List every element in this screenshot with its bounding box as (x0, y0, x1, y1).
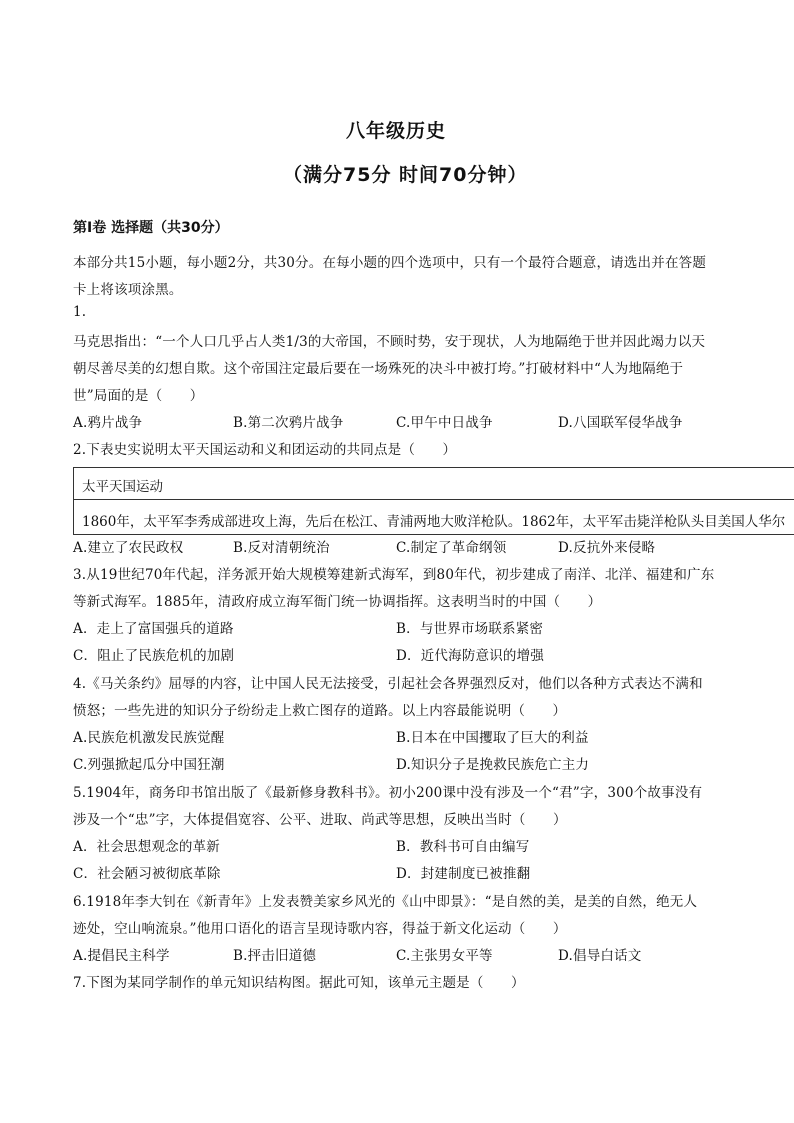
option-c[interactable]: C．阻止了民族危机的加剧 (73, 648, 235, 664)
question-text: 7.下图为某同学制作的单元知识结构图。据此可知，该单元主题是（ ） (73, 975, 525, 991)
question-text: 愤怒；一些先进的知识分子纷纷走上救亡图存的道路。以上内容最能说明（ ） (73, 703, 567, 719)
question-text: 4.《马关条约》屈辱的内容，让中国人民无法接受，引起社会各界强烈反对，他们以各种方式表达不满和 (73, 676, 703, 692)
question-text: 迹处，空山响流泉。”他用口语化的语言呈现诗歌内容，得益于新文化运动（ ） (73, 921, 567, 937)
option-b[interactable]: B.第二次鸦片战争 (233, 415, 344, 431)
option-d[interactable]: D.反抗外来侵略 (558, 540, 656, 556)
option-d[interactable]: D.倡导白话文 (558, 948, 642, 964)
option-d[interactable]: D．封建制度已被推翻 (396, 866, 531, 882)
option-a[interactable]: A．走上了富国强兵的道路 (73, 621, 234, 637)
question-text: 等新式海军。1885年，清政府成立海军衙门统一协调指挥。这表明当时的中国（ ） (73, 594, 602, 610)
question-text: 3.从19世纪70年代起，洋务派开始大规模筹建新式海军，到80年代，初步建成了南洋、北洋、福建和广东 (73, 567, 715, 583)
option-d[interactable]: D．近代海防意识的增强 (396, 648, 545, 664)
option-a[interactable]: A.民族危机激发民族觉醒 (73, 730, 225, 746)
question-text: 涉及一个“忠”字，大体提倡宽容、公平、进取、尚武等思想，反映出当时（ ） (73, 812, 567, 828)
table-header-row (74, 468, 794, 500)
option-c[interactable]: C.列强掀起瓜分中国狂潮 (73, 757, 225, 773)
option-d[interactable]: D.八国联军侵华战争 (558, 415, 683, 431)
option-c[interactable]: C．社会陋习被彻底革除 (73, 866, 221, 882)
option-b[interactable]: B．教科书可自由编写 (396, 839, 530, 855)
table-header-cell: 太平天国运动 (82, 479, 163, 495)
page-title: 八年级历史 (346, 120, 447, 142)
option-a[interactable]: A．社会思想观念的革新 (73, 839, 220, 855)
section-intro-line: 卡上将该项涂黑。 (73, 282, 183, 298)
option-c[interactable]: C.甲午中日战争 (396, 415, 493, 431)
option-c[interactable]: C.主张男女平等 (396, 948, 493, 964)
option-b[interactable]: B.反对清朝统治 (233, 540, 330, 556)
option-a[interactable]: A.鸦片战争 (73, 415, 143, 431)
question-text: 5.1904年，商务印书馆出版了《最新修身教科书》。初小200课中没有涉及一个“君”字，300个故事没有 (73, 785, 703, 801)
option-c[interactable]: C.制定了革命纲领 (396, 540, 507, 556)
option-b[interactable]: B.日本在中国攫取了巨大的利益 (396, 730, 589, 746)
section-heading: 第Ⅰ卷 选择题（共30分） (73, 220, 229, 236)
option-a[interactable]: A.建立了农民政权 (73, 540, 184, 556)
table-cell: 1860年，太平军李秀成部进攻上海，先后在松江、青浦两地大败洋枪队。1862年，太平军击毙洋枪队头目美国人华尔 (82, 514, 786, 530)
option-d[interactable]: D.知识分子是挽救民族危亡主力 (396, 757, 590, 773)
option-b[interactable]: B．与世界市场联系紧密 (396, 621, 544, 637)
option-b[interactable]: B.抨击旧道德 (233, 948, 317, 964)
question-text: 2.下表史实说明太平天国运动和义和团运动的共同点是（ ） (73, 442, 457, 458)
option-a[interactable]: A.提倡民主科学 (73, 948, 170, 964)
page-subtitle: （满分75分 时间70分钟） (283, 164, 528, 186)
question-text: 马克思指出：“一个人口几乎占人类1/3的大帝国，不顾时势，安于现状，人为地隔绝于世并因此竭力以天 (73, 334, 706, 350)
question-text: 朝尽善尽美的幻想自欺。这个帝国注定最后要在一场殊死的决斗中被打垮。”打破材料中“人为地隔绝于 (73, 361, 684, 377)
question-number: 1. (73, 304, 87, 320)
question-text: 世”局面的是（ ） (73, 388, 204, 404)
source-table (73, 467, 794, 535)
section-intro-line: 本部分共15小题，每小题2分，共30分。在每小题的四个选项中，只有一个最符合题意，请选出并在答题 (73, 255, 707, 271)
question-text: 6.1918年李大钊在《新青年》上发表赞美家乡风光的《山中即景》：“是自然的美，是美的自然，绝无人 (73, 894, 698, 910)
